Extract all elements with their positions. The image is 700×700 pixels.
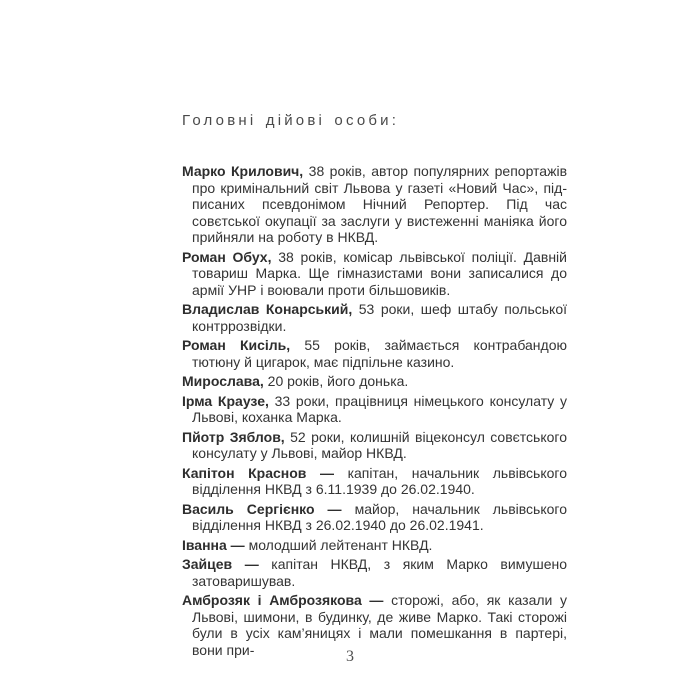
character-name: Зайцев — — [182, 556, 259, 572]
character-description: 20 років, його донька. — [267, 373, 409, 389]
character-description: молодший лейтенант НКВД. — [248, 536, 433, 553]
character-entry — [182, 465, 567, 498]
page-title: Головні дійові особи: — [182, 112, 400, 129]
character-name: Пйотр Зяблов, — [182, 428, 285, 445]
character-entry — [182, 301, 567, 334]
character-name: Капітон Краснов — — [182, 464, 334, 481]
character-name: Ірма Краузе, — [182, 392, 269, 409]
character-entry — [182, 393, 567, 426]
page-content — [182, 112, 567, 661]
character-entry — [182, 429, 567, 462]
character-name: Іванна — — [182, 536, 245, 553]
character-description: 33 роки, працівниця німецького консулату у Львові, коханка Марка. — [192, 392, 567, 425]
character-description: сторожі, або, як казали у Львові, шимони, в будинку, де живе Марко. Такі сторожі були в усіх кам’яницях і мали помешкання в партері, вони при- — [192, 592, 568, 658]
page-number: 3 — [346, 648, 354, 665]
character-description: капітан, начальник львівського відділення НКВД з 6.11.1939 до 26.02.1940. — [192, 464, 567, 497]
character-entry — [182, 249, 567, 299]
character-description: 52 роки, колишній віцеконсул совєтського консулату у Львові, майор НКВД. — [192, 428, 568, 461]
character-list — [182, 163, 567, 658]
character-name: Мирослава, — [182, 373, 264, 389]
character-description: майор, начальник львівського відділення НКВД з 26.02.1940 до 26.02.1941. — [192, 500, 567, 533]
character-description: 55 років, займається контрабандою тютюну й цигарок, має підпільне казино. — [192, 337, 567, 370]
character-description: 38 років, автор популярних репортажів про кримінальний світ Львова у газеті «Новий Час», підписаних псевдонімом Нічний Репортер. Під час совєтської окупації за заслуги у вистеженні маніяка його прийняли на роботу в НКВД. — [192, 163, 568, 245]
character-entry — [182, 373, 567, 390]
character-entry — [182, 556, 567, 589]
character-name: Владислав Конарський, — [182, 301, 353, 317]
character-description: капітан НКВД, з яким Марко вимушено затоваришував. — [192, 556, 567, 589]
character-name: Роман Кисіль, — [182, 337, 291, 353]
character-name: Марко Крилович, — [182, 163, 304, 179]
character-name: Василь Сергієнко — — [182, 500, 342, 517]
character-entry — [182, 537, 567, 554]
character-entry — [182, 163, 567, 246]
character-entry — [182, 337, 567, 370]
character-description: 53 роки, шеф штабу польської контррозвідки. — [192, 301, 567, 334]
character-name: Роман Обух, — [182, 248, 272, 265]
character-name: Амброзяк і Амброзякова — — [182, 592, 384, 608]
character-entry — [182, 501, 567, 534]
character-description: 38 років, комісар львівської поліції. Давній товариш Марка. Ще гімназистами вони записалися до армії УНР і воювали проти більшовиків. — [192, 248, 567, 298]
